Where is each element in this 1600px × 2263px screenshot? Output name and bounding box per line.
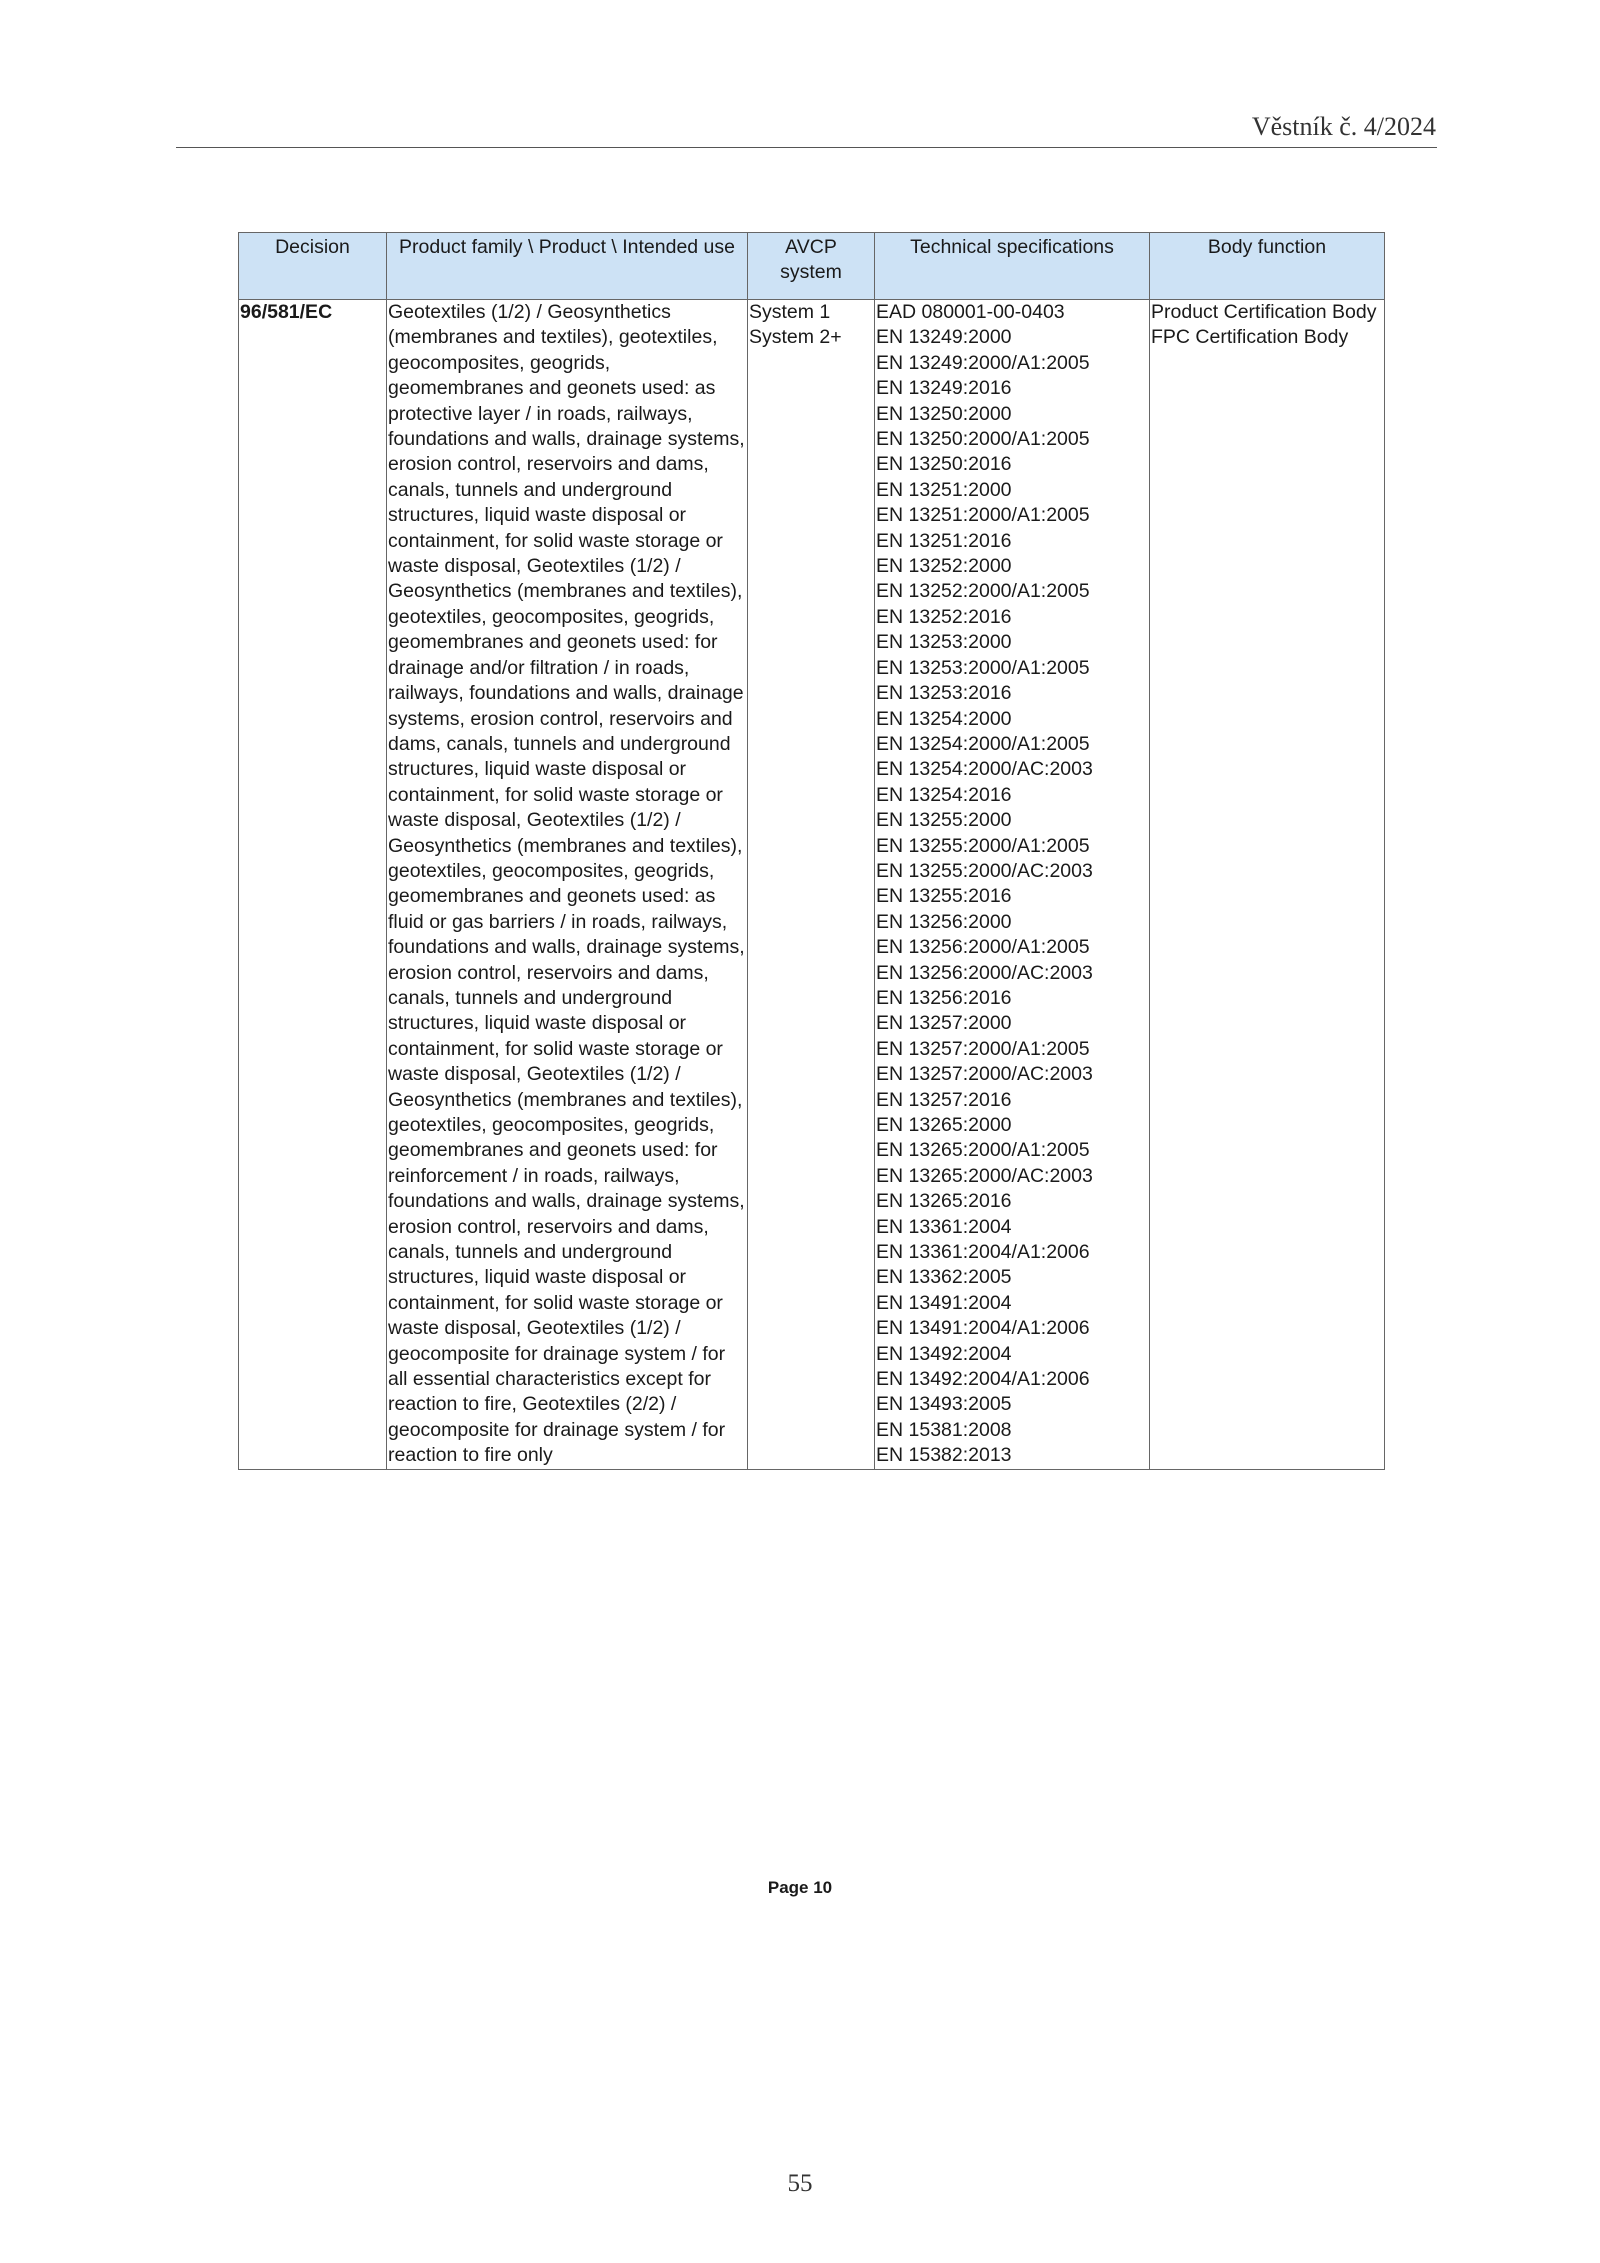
- technical-specification-item: EN 13492:2004: [876, 1342, 1012, 1365]
- technical-specification-item: EN 13249:2000/A1:2005: [876, 351, 1090, 374]
- column-header-technical-specifications: Technical specifications: [875, 233, 1150, 300]
- technical-specification-item: EN 13256:2000/AC:2003: [876, 961, 1093, 984]
- specifications-table: [238, 232, 1385, 1470]
- technical-specification-item: EN 13265:2000: [876, 1114, 1012, 1136]
- technical-specifications-cell: [875, 300, 1150, 1470]
- technical-specification-item: EN 13256:2000/A1:2005: [876, 936, 1090, 959]
- technical-specification-item: EN 13265:2000/A1:2005: [876, 1139, 1090, 1162]
- technical-specification-item: EN 13257:2000/AC:2003: [876, 1063, 1093, 1086]
- avcp-system-cell: [748, 300, 875, 1470]
- body-function-item: FPC Certification Body: [1151, 326, 1349, 349]
- page-label: Page 10: [767, 1878, 833, 1897]
- body-function-item: Product Certification Body: [1151, 301, 1377, 323]
- technical-specification-item: EN 13361:2004: [876, 1215, 1012, 1238]
- technical-specification-item: EAD 080001-00-0403: [876, 301, 1065, 323]
- column-header-decision: Decision: [239, 233, 387, 300]
- technical-specification-item: EN 13265:2000/AC:2003: [876, 1164, 1093, 1187]
- technical-specification-item: EN 13362:2005: [876, 1266, 1012, 1289]
- body-function-list: [1151, 300, 1383, 351]
- technical-specification-item: EN 13254:2000/AC:2003: [876, 758, 1093, 781]
- technical-specification-item: EN 13491:2004: [876, 1291, 1012, 1314]
- technical-specification-item: EN 13253:2016: [876, 682, 1012, 705]
- technical-specification-item: EN 13252:2016: [876, 605, 1012, 628]
- technical-specification-item: EN 13255:2000/AC:2003: [876, 859, 1093, 882]
- technical-specification-item: EN 13251:2000/A1:2005: [876, 504, 1090, 527]
- technical-specification-item: EN 13254:2016: [876, 783, 1012, 806]
- header-rule: [176, 147, 1437, 148]
- technical-specification-item: EN 13253:2000: [876, 631, 1012, 654]
- technical-specification-item: EN 13252:2000: [876, 555, 1012, 578]
- technical-specification-item: EN 13491:2004/A1:2006: [876, 1317, 1090, 1340]
- technical-specification-item: EN 15382:2013: [876, 1444, 1012, 1467]
- technical-specification-item: EN 13251:2016: [876, 529, 1012, 552]
- technical-specification-item: EN 13250:2000/A1:2005: [876, 428, 1090, 451]
- technical-specification-item: EN 13254:2000/A1:2005: [876, 732, 1090, 755]
- product-family-text: Geotextiles (1/2) / Geosynthetics (membranes and textiles), geotextiles, geocomposites, geogrids, geomembranes and geonets used: as protective layer / in roads, railways, foundations and walls, drainage systems, erosion control, reservoirs and dams, canals, tunnels and underground structures, liquid waste disposal or containment, for solid waste storage or waste disposal, Geotextiles (1/2) / Geosynthetics (membranes and textiles), geotextiles, geocomposites, geogrids, geomembranes and geonets used: for drainage and/or filtration / in roads, railways, foundations and walls, drainage systems, erosion control, reservoirs and dams, canals, tunnels and underground structures, liquid waste disposal or containment, for solid waste storage or waste disposal, Geotextiles (1/2) / Geosynthetics (membranes and textiles), geotextiles, geocomposites, geogrids, geomembranes and geonets used: as fluid or gas barriers / in roads, railways, foundations and walls, drainage systems, erosion control, reservoirs and dams, canals, tunnels and underground structures, liquid waste disposal or containment, for solid waste storage or waste disposal, Geotextiles (1/2) / Geosynthetics (membranes and textiles), geotextiles, geocomposites, geogrids, geomembranes and geonets used: for reinforcement / in roads, railways, foundations and walls, drainage systems, erosion control, reservoirs and dams, canals, tunnels and underground structures, liquid waste disposal or containment, for solid waste storage or waste disposal, Geotextiles (1/2) / geocomposite for drainage system / for all essential characteristics except for reaction to fire, Geotextiles (2/2) / geocomposite for drainage system / for reaction to fire only: [388, 301, 745, 1467]
- technical-specification-item: EN 13252:2000/A1:2005: [876, 580, 1090, 603]
- table-row: [239, 300, 1385, 1470]
- technical-specification-item: EN 13493:2005: [876, 1393, 1012, 1416]
- decision-cell: 96/581/EC: [239, 300, 387, 1470]
- technical-specification-item: EN 13492:2004/A1:2006: [876, 1368, 1090, 1391]
- technical-specification-item: EN 13253:2000/A1:2005: [876, 656, 1090, 679]
- column-header-avcp-system: AVCP system: [748, 233, 875, 300]
- page-number: 55: [787, 2170, 813, 2197]
- technical-specification-item: EN 13361:2004/A1:2006: [876, 1241, 1090, 1264]
- technical-specification-item: EN 15381:2008: [876, 1418, 1012, 1441]
- column-header-body-function: Body function: [1150, 233, 1385, 300]
- technical-specification-item: EN 13265:2016: [876, 1190, 1012, 1213]
- avcp-system-item: System 2+: [749, 326, 842, 349]
- column-header-product-family: Product family \ Product \ Intended use: [387, 233, 748, 300]
- table-header-row: [239, 233, 1385, 300]
- product-family-cell: [387, 300, 748, 1470]
- technical-specification-item: EN 13256:2016: [876, 986, 1012, 1009]
- technical-specification-item: EN 13255:2000: [876, 809, 1012, 832]
- avcp-system-list: [749, 300, 873, 351]
- technical-specification-item: EN 13249:2000: [876, 326, 1012, 349]
- technical-specification-item: EN 13249:2016: [876, 377, 1012, 400]
- technical-specification-item: EN 13255:2016: [876, 885, 1012, 908]
- technical-specification-item: EN 13250:2016: [876, 453, 1012, 476]
- technical-specifications-list: [876, 300, 1148, 1469]
- body-function-cell: [1150, 300, 1385, 1470]
- technical-specification-item: EN 13256:2000: [876, 910, 1012, 933]
- technical-specification-item: EN 13250:2000: [876, 402, 1012, 425]
- running-header-title: Věstník č. 4/2024: [1251, 112, 1436, 141]
- technical-specification-item: EN 13257:2000: [876, 1012, 1012, 1035]
- technical-specification-item: EN 13257:2016: [876, 1088, 1012, 1111]
- technical-specification-item: EN 13255:2000/A1:2005: [876, 834, 1090, 857]
- avcp-system-item: System 1: [749, 301, 831, 323]
- technical-specification-item: EN 13257:2000/A1:2005: [876, 1037, 1090, 1060]
- technical-specification-item: EN 13251:2000: [876, 478, 1012, 501]
- technical-specification-item: EN 13254:2000: [876, 707, 1012, 730]
